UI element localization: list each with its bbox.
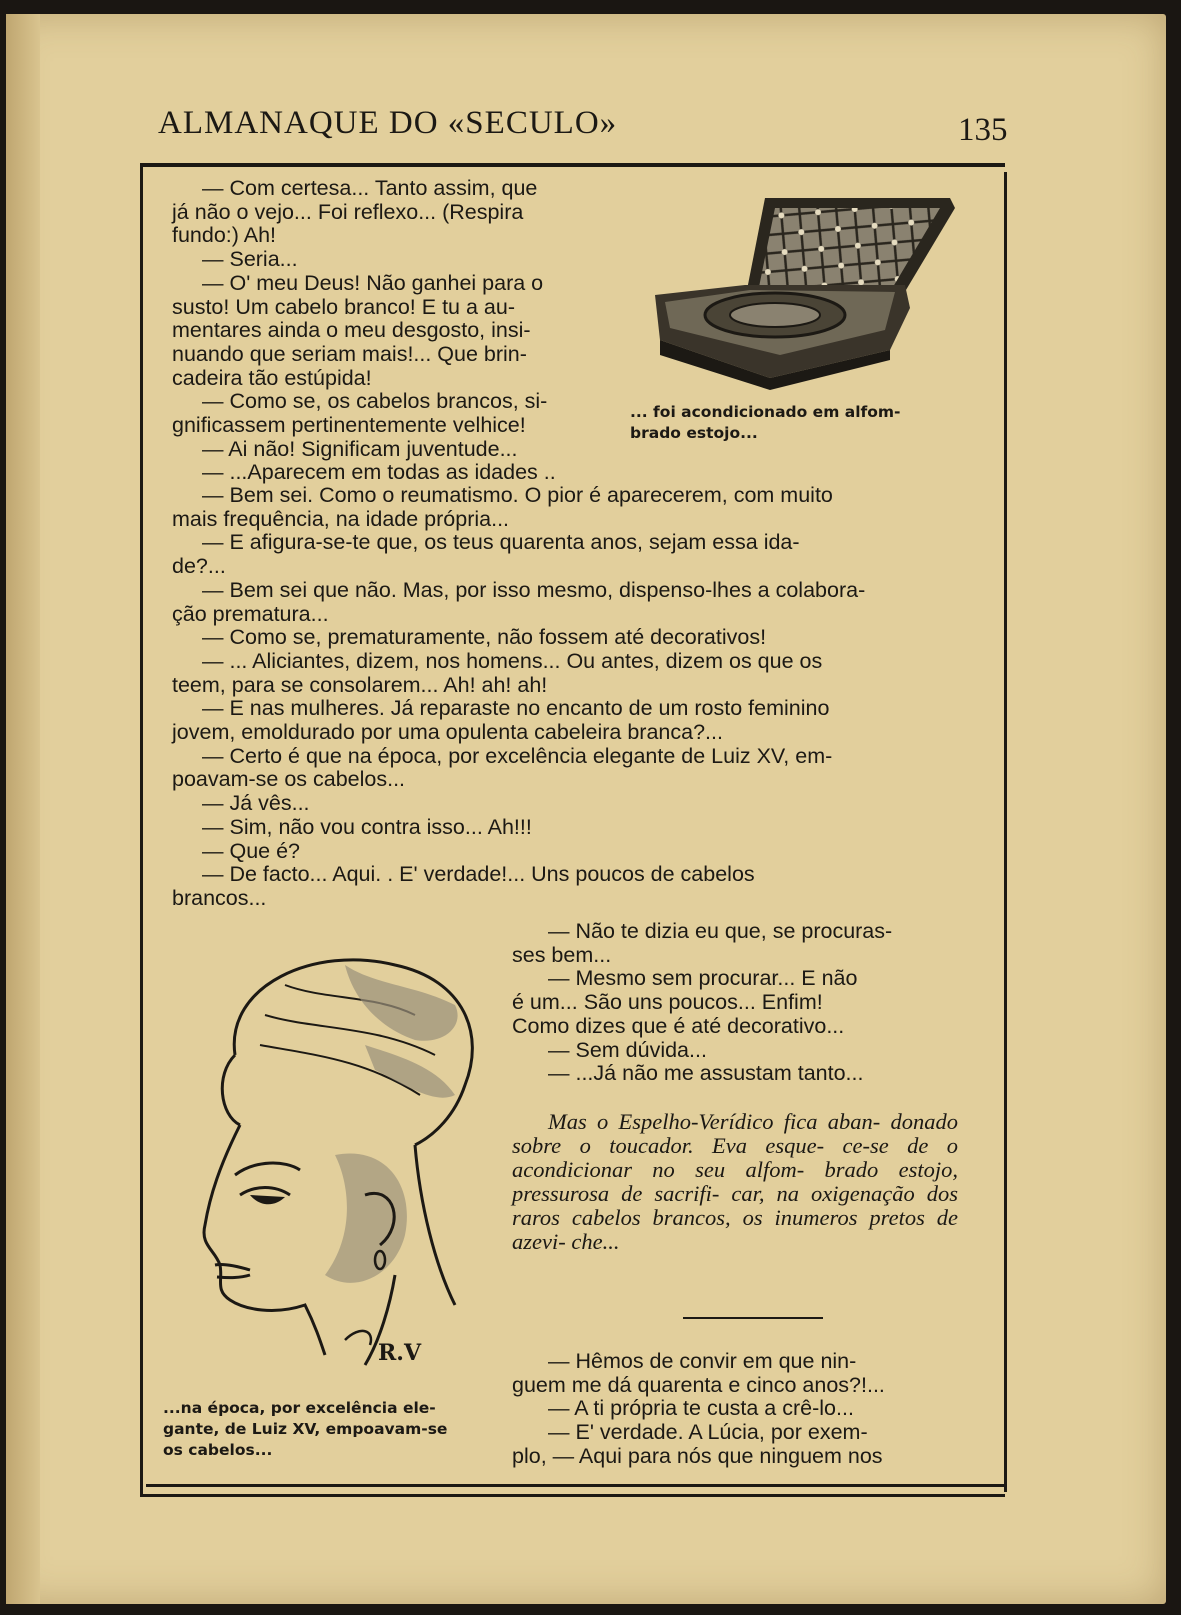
paragraph: — Não te dizia eu que, se procuras- ses bem...	[512, 919, 893, 967]
paragraph: — Como se, os cabelos brancos, si-	[202, 389, 548, 414]
paragraph: susto! Um cabelo branco! E tu a au-	[172, 294, 515, 319]
section-separator	[683, 1317, 823, 1319]
paragraph: cadeira tão estúpida!	[172, 365, 372, 390]
paragraph: — Hêmos de convir em que nin- guem me dá quarenta e cinco anos?!...	[512, 1349, 885, 1397]
page-number: 135	[958, 112, 1008, 148]
woman-portrait-illustration	[165, 945, 500, 1380]
paragraph: nuando que seriam mais!... Que brin-	[172, 341, 527, 366]
paragraph: — Como se, prematuramente, não fossem até decorativos!	[202, 625, 767, 650]
paragraph: — ...Aparecem em todas as idades ..	[202, 460, 556, 485]
right-column	[512, 920, 958, 1086]
paragraph: já não o vejo... Foi reflexo... (Respira	[172, 199, 524, 224]
paragraph: — E nas mulheres. Já reparaste no encanto de um rosto feminino jovem, emoldurado por uma opulenta cabeleira branca?...	[172, 696, 830, 745]
paragraph: fundo:) Ah!	[172, 223, 276, 248]
bottom-column	[512, 1350, 958, 1469]
paragraph: — De facto... Aqui. . E' verdade!... Uns poucos de cabelos brancos...	[172, 862, 755, 910]
paragraph: — Bem sei. Como o reumatismo. O pior é aparecerem, com muito mais frequência, na idade própria...	[172, 483, 833, 531]
paragraph: — O' meu Deus! Não ganhei para o	[202, 270, 544, 295]
jewelry-box-illustration	[650, 190, 985, 395]
paragraph: — A ti própria te custa a crê-lo...	[548, 1396, 854, 1421]
paragraph: — Já vês...	[202, 791, 310, 816]
paragraph: — Seria...	[202, 247, 298, 272]
artist-signature: R.V	[378, 1340, 422, 1366]
paragraph: — Que é?	[202, 838, 300, 863]
paragraph: — Mesmo sem procurar... E não é um... São uns poucos... Enfim! Como dizes que é até decorativo...	[512, 966, 858, 1038]
frame-right-rule	[1004, 172, 1007, 1492]
paragraph: — Ai não! Significam juventude...	[202, 436, 518, 461]
paragraph: — E' verdade. A Lúcia, por exem- plo, — Aqui para nós que ninguem nos	[512, 1420, 883, 1468]
frame-bottom-rule	[146, 1484, 1004, 1487]
paragraph: — Sim, não vou contra isso... Ah!!!	[202, 814, 532, 839]
paragraph: — ... Aliciantes, dizem, nos homens... Ou antes, dizem os que os teem, para se consolarem... Ah! ah! ah!	[172, 648, 823, 697]
italic-narration: Mas o Espelho-Verídico fica aban- donado sobre o toucador. Eva esque- ce-se de o acondicionar no seu alfom- brado estojo, pressurosa de sacrifi- car, na oxigenação dos raros cabelos brancos, os inumeros pretos de azevi- che...	[512, 1109, 958, 1254]
paragraph: — Bem sei que não. Mas, por isso mesmo, dispenso-lhes a colabora- ção prematura...	[172, 577, 866, 626]
jewelry-box-caption: ... foi acondicionado em alfom- brado estojo...	[630, 403, 901, 442]
paragraph: — Sem dúvida...	[548, 1037, 707, 1062]
running-header: ALMANAQUE DO «SECULO»	[158, 105, 618, 141]
paragraph: gnificassem pertinentemente velhice!	[172, 413, 526, 438]
portrait-caption: ...na época, por excelência ele- gante, de Luiz XV, empoavam-se os cabelos...	[163, 1399, 448, 1459]
dialogue-full-width	[172, 484, 958, 911]
paragraph: — Com certesa... Tanto assim, que	[202, 176, 538, 200]
paragraph: — Certo é que na época, por excelência elegante de Luiz XV, em- poavam-se os cabelos...	[172, 743, 833, 792]
page-gutter	[6, 14, 40, 1604]
top-column	[172, 177, 624, 485]
paragraph: — E afigura-se-te que, os teus quarenta anos, sejam essa ida- de?...	[172, 530, 800, 579]
paragraph: mentares ainda o meu desgosto, insi-	[172, 318, 531, 343]
paragraph: — ...Já não me assustam tanto...	[548, 1061, 864, 1086]
